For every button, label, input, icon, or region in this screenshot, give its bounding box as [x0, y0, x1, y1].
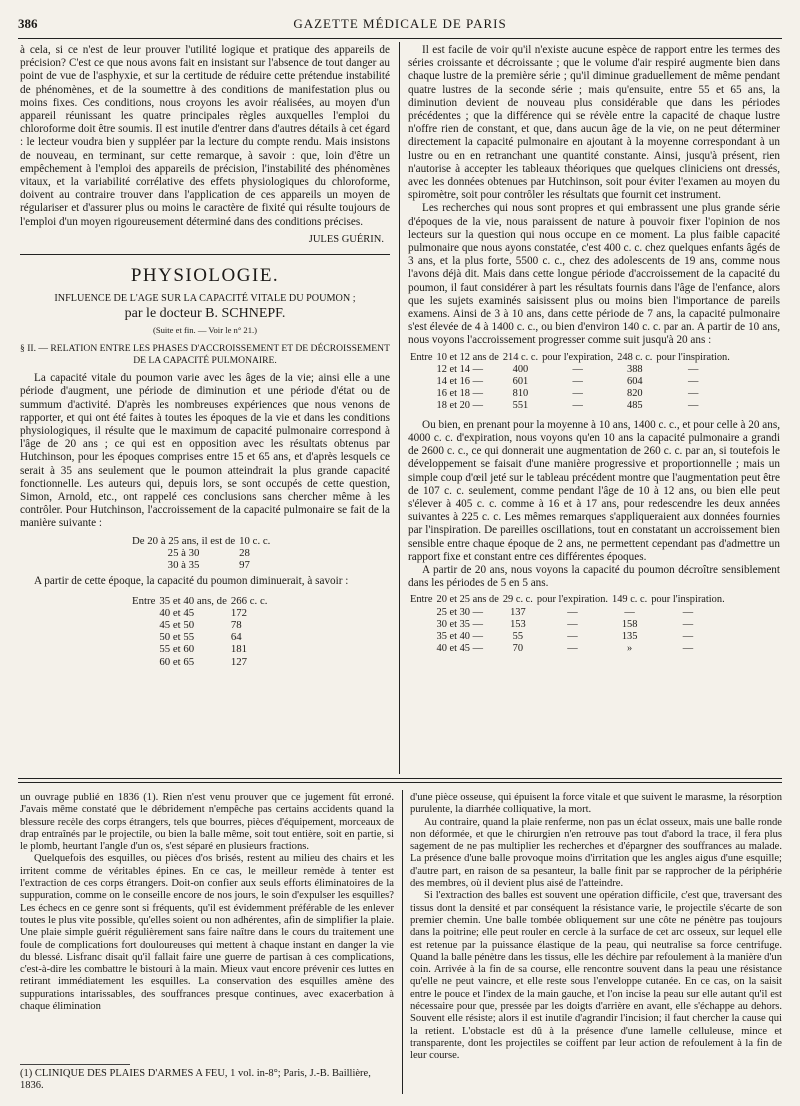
physiologie-paragraph-2: A partir de cette époque, la capacité du poumon diminuerait, à savoir :	[34, 575, 349, 588]
table-row: 60 et 65 127	[159, 655, 248, 668]
right-paragraph-2: Les recherches qui nous sont propres et qui embrassent une plus grande série d'époques de la vie, nous paraissent de nature à pouvoir fixer l'opinion de nos lecteurs sur la question qui nous occupe en ce moment. La plus faible capacité pulmonaire que nous ayons constatée, c'est 400 c. c. chez quelques enfants âgés de 3 ans, et la plus forte, 5500 c. c., chez des adolescents de 19 ans, comme nous l'avons déjà dit. Mais dans cette longue période d'accroissement de la capacité du poumon, il faut considérer à part les résultats fournis dans l'âge de l'enfance, alors que les sujets examinés saisissent plus ou moins bien l'importance de pareils examens. Ainsi de 3 à 10 ans, dans cette période de 7 ans, la capacité pulmonaire s'est élevée de 4 à 1400 c. c., ou bien d'environ 140 c. c. par an. A partir de 10 ans, nous voyons l'accroissement progresser comme suit jusqu'à 20 ans :	[408, 202, 780, 347]
table-row: 50 et 55 64	[159, 631, 242, 644]
table-row: Entre 20 et 25 ans de 29 c. c. pour l'expiration. 149 c. c. pour l'inspiration.	[410, 594, 725, 606]
guerin-paragraph: à cela, si ce n'est de leur prouver l'utilité logique et pratique des appareils de précision? C'est ce que nous avons fait en insistant sur l'absence de tout danger au point de vue de l'asphyxie, et sur la certitude de réduire cette prétendue instabilité de phénomènes, et de la soumettre à des conditions de manifestation plus ou moins fixes. Ces conditions, nous croyons les avoir réalisées, au moyen d'un appareil réunissant les quatre principales règles auxquelles l'emploi du chloroforme doit être soumis. Il est inutile d'entrer dans d'autres détails à cet égard : le lecteur voudra bien y suppléer par la lecture du compte rendu. Mais insistons de nouveau, en terminant, sur cette remarque, à savoir : que, loin d'être un empêchement à l'emploi des appareils de précision, l'instabilité des phénomènes vitaux, et la variabilité corrélative des effets physiologiques du chloroforme, doivent au contraire trouver dans l'application de ces appareils un moyen de régulariser et d'assurer plus ou moins le caractère de fixité qui résulte toujours de l'emploi d'un moyen rigoureusement déterminé dans des conditions précises.	[20, 44, 390, 228]
table-row: 25 et 30 — 137 — — —	[436, 606, 694, 618]
continuation-note: (Suite et fin. — Voir le n° 21.)	[152, 325, 258, 336]
table-row: 14 et 16 — 601 — 604 —	[436, 376, 699, 388]
table-row: 40 et 45 172	[159, 606, 248, 619]
right-paragraph-3: Ou bien, en prenant pour la moyenne à 10 ans, 1400 c. c., et pour celle à 20 ans, 4000 c. c. d'expiration, nous voyons qu'en 10 ans la capacité pulmonaire a grandi de 2600 c. c., ce qui donnerait une augmentation de 260 c. c. par an, si toutefois le développement se faisait d'une manière progressive et proportionnelle ; mais un simple coup d'œil jeté sur le tableau précédent montre que l'augmentation peut être de 107 c. c. seulement, comme pendant l'âge de 10 à 12 ans, ou bien elle peut s'élever à 405 c. c. comme à 16 et à 17 ans, pour redescendre les deux années suivantes à 225 c. c. Les mêmes remarques s'appliqueraient aux données fournies par l'inspiration. De pareilles oscillations, tout en constatant un accroissement bien sensible entre chaque époque de 2 ans, ne permettent cependant pas d'admettre un rapport fixe et constant entre ces différentes époques.	[408, 418, 780, 563]
bottom-left-paragraph-1: un ouvrage publié en 1836 (1). Rien n'est venu prouver que ce jugement fût erroné. J'avais même constaté que le débridement n'empêche pas certains accidents quand la blessure recèle des corps étrangers, tels que bourres, pièces d'équipement, morceaux de drap entraînés par le projectile, ou bien la balle même, soit tout entière, soit en partie, si le plomb, heurtant l'angle d'un os, s'est séparé en plusieurs fractions.	[20, 792, 394, 853]
signature: JULES GUÉRIN.	[308, 233, 384, 245]
section-rule	[20, 254, 390, 255]
bottom-left-column	[20, 792, 394, 1013]
page-number: 386	[18, 16, 38, 31]
bottom-right-column	[410, 792, 782, 1063]
section-heading: PHYSIOLOGIE.	[130, 265, 280, 287]
table-row: 45 et 50 78	[159, 618, 242, 631]
expiration-inspiration-table-1	[408, 352, 732, 413]
table-row: 30 et 35 — 153 — 158 —	[436, 618, 694, 630]
table-row: Entre 10 et 12 ans de 214 c. c. pour l'expiration, 248 c. c. pour l'inspiration.	[410, 351, 730, 363]
table-row: 25 à 30 28	[167, 546, 250, 559]
feuilleton-rule-1	[18, 778, 782, 779]
article-author: par le docteur B. SCHNEPF.	[124, 306, 286, 322]
bottom-right-paragraph-2: Au contraire, quand la plaie renferme, non pas un éclat osseux, mais une balle ronde non déformée, et que le chirurgien n'en retrouve pas tout d'abord la trace, il fera plus sagement de ne pas multiplier les recherches et d'épargner des souffrances au malade. La présence d'une balle provoque moins d'irritation que les angles aigus d'une esquille; d'autre part, en raison de sa pesanteur, la balle finit par se rapprocher de la périphérie des membres, où il devient plus aisé de l'atteindre.	[410, 816, 782, 890]
column-divider-bottom	[402, 790, 403, 1094]
table-row: 40 et 45 — 70 — » —	[436, 643, 694, 655]
expiration-inspiration-table-2	[408, 594, 727, 655]
table-row: 30 à 35 97	[167, 559, 250, 572]
bottom-right-paragraph-3: Si l'extraction des balles est souvent une opération difficile, c'est que, traversant des tissus dont la densité et par conséquent la résistance varie, le projectile s'écarte de son premier chemin. Une balle tombée obliquement sur une côte ne pénètre pas toujours dans la poitrine; elle peut rouler en cercle à la surface de cet arc osseux, sur lequel elle est retenue par la puissance élastique de la peau, qui neutralise sa force centrifuge. Quand la balle pénètre dans les tissus, elle les déchire par refoulement à la manière d'un coin. Arrivée à la fin de sa course, elle rencontre souvent dans la peau une résistance qu'elle ne peut vaincre, et elle reste sous l'enveloppe cutanée. En ce cas, on la saisit entre le pouce et l'index de la main gauche, et l'on incise la peau sur elle autant qu'il est nécessaire pour que, pressée par les doigts d'arrière en avant, elle s'échappe au dehors. Souvent elle résiste; alors il est inutile d'agrandir l'incision; il faut chercher la cause qui la retient. L'obstacle est dû à la présence d'une lamelle celluleuse, mince et transparente, dont les projectiles se coiffent par leur action de refoulement à la fin de leur course.	[410, 890, 782, 1062]
table-row: 55 et 60 181	[159, 643, 248, 656]
table-row: 18 et 20 — 551 — 485 —	[436, 400, 699, 412]
table-row: De 20 à 25 ans, il est de 10 c. c.	[132, 534, 271, 547]
footnote-rule	[20, 1064, 130, 1065]
section-subheading: § II. — RELATION ENTRE LES PHASES D'ACCROISSEMENT ET DE DÉCROISSEMENT DE LA CAPACITÉ PULMONAIRE.	[20, 343, 390, 366]
article-title: INFLUENCE DE L'AGE SUR LA CAPACITÉ VITALE DU POUMON ;	[54, 293, 356, 305]
table-row: 35 et 40 — 55 — 135 —	[436, 630, 694, 642]
right-paragraph-1: Il est facile de voir qu'il n'existe aucune espèce de rapport entre les termes des séries croissante et décroissante ; que le volume d'air respiré augmente bien dans chaque lustre de la première série ; qu'il diminue graduellement de même pendant quatre lustres de la seconde série ; mais qu'ensuite, entre 55 et 65 ans, la diminution devient de nouveau plus considérable que dans les périodes précédentes ; que la différence qui se révèle entre la capacité de chaque lustre n'offre rien de constant, et que, dans aucun âge de la vie, on ne peut déterminer directement la capacité pulmonaire en ajoutant à la moyenne correspondant à un lustre ou en en retranchant une quantité constante. Ainsi, jusqu'à présent, rien n'autorise à accepter les tableaux théoriques que quelques cliniciens ont dressés, avec les données obtenues par Hutchinson, soit pour éviter l'examen au moyen du spiromètre, soit pour contrôler les résultats que fournit cet instrument.	[408, 44, 780, 202]
physiologie-paragraph-1: La capacité vitale du poumon varie avec les âges de la vie; ainsi elle a une période d'augment, une période de diminution et une période d'état ou de summum d'activité. D'après les nombreuses expériences que nous venons de rapporter, et qui ont été faites à toutes les époques de la vie et dans les conditions physiologiques, il résulte que le maximum de capacité pulmonaire correspond à l'âge de 20 ans ; ce qui est en opposition avec les résultats obtenus par Hutchinson, pour les époques comprises entre 15 et 65 ans, et d'après lesquels ce serait à 35 ans seulement que le poumon atteindrait la plus grande capacité fonctionnelle. Les auteurs qui, depuis lors, se sont occupés de cette question, Simon, Arnold, etc., ont rappelé ces conclusions sans chercher même à les contrôler. Pour Hutchinson, l'accroissement de la capacité pulmonaire se fait de la manière suivante :	[20, 372, 390, 530]
page-header	[18, 16, 782, 36]
header-rule	[18, 38, 782, 39]
journal-title: GAZETTE MÉDICALE DE PARIS	[293, 16, 507, 31]
hutchinson-decrease-table	[130, 595, 269, 668]
table-row: 16 et 18 — 810 — 820 —	[436, 388, 699, 400]
column-divider-top	[399, 42, 400, 774]
hutchinson-increase-table	[130, 535, 272, 572]
right-top-column	[408, 44, 780, 655]
footnote: (1) CLINIQUE DES PLAIES D'ARMES A FEU, 1 vol. in-8°; Paris, J.-B. Baillière, 1836.	[20, 1068, 371, 1092]
right-paragraph-4: A partir de 20 ans, nous voyons la capacité du poumon décroître sensiblement dans les périodes de 5 en 5 ans.	[408, 563, 780, 590]
bottom-right-paragraph-1: d'une pièce osseuse, qui épuisent la force vitale et que suivent le marasme, la résorption purulente, la diarrhée colliquative, la mort.	[410, 792, 782, 816]
table-row: Entre 35 et 40 ans, de 266 c. c.	[132, 594, 268, 607]
feuilleton-rule-2	[18, 782, 782, 783]
bottom-left-paragraph-2: Quelquefois des esquilles, ou pièces d'os brisés, restent au milieu des chairs et les irritent comme de véritables épines. En ce cas, le meilleur remède à tenter est l'extraction de ces corps étrangers. Doit-on confier aux seuls efforts éliminatoires de la suppuration, comme on le conseille encore de nos jours, le soin d'expulser les esquilles? Les échecs en ce genre sont si fréquents, qu'il est évidemment préférable de les enlever toutes le plus vite possible, qu'elles soient ou non adhérentes, afin de simplifier la plaie. Une plaie simple guérit régulièrement sans faire naître dans le cours du traitement une foule de complications fort douloureuses qui mettent à chaque instant en danger la vie du blessé. Lisfranc disait qu'il fallait faire une guerre de partisan à ces complications, c'est-à-dire les combattre le bistouri à la main. Mieux vaut encore prévenir ces luttes en retirant immédiatement les esquilles. La conservation des esquilles amène des suppurations intarissables, des souffrances presque continues, avec exacerbation à chaque élimination	[20, 853, 394, 1013]
left-top-column	[20, 44, 390, 668]
table-row: 12 et 14 — 400 — 388 —	[436, 363, 699, 375]
